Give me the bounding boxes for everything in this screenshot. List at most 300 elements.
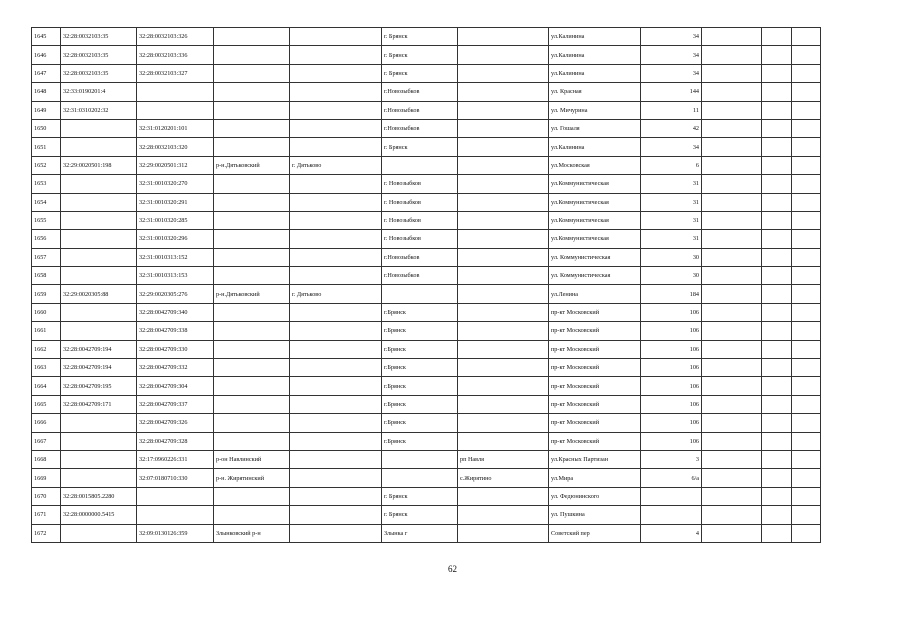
cell-district: р-н. Жирятинский: [214, 469, 290, 487]
cell-extra-2: [762, 359, 792, 377]
cell-city: г.Брянск: [382, 377, 458, 395]
cell-extra-2: [762, 267, 792, 285]
cell-extra-3: [792, 193, 821, 211]
cell-city: г.Новозыбков: [382, 248, 458, 266]
cell-cadastral-number: 32:28:0032103:35: [61, 64, 137, 82]
cell-settlement-2: [458, 193, 549, 211]
cell-district: [214, 28, 290, 46]
cell-district: [214, 248, 290, 266]
cell-extra-2: [762, 211, 792, 229]
cell-district: [214, 322, 290, 340]
cell-object-cadastral-number: 32:17:0960226:331: [137, 450, 214, 468]
cell-district: [214, 506, 290, 524]
cell-extra-1: [702, 193, 762, 211]
cell-extra-3: [792, 46, 821, 64]
table-row: [32, 28, 821, 46]
cell-settlement-1: [290, 248, 382, 266]
cell-settlement-1: [290, 193, 382, 211]
cell-district: [214, 340, 290, 358]
cell-object-cadastral-number: 32:07:0180710:330: [137, 469, 214, 487]
cell-extra-3: [792, 156, 821, 174]
cell-cadastral-number: 32:28:0042709:194: [61, 340, 137, 358]
cell-street: ул.Калинина: [549, 138, 641, 156]
page-number: 62: [448, 564, 457, 574]
cell-cadastral-number: [61, 432, 137, 450]
cell-settlement-1: г. Дятьково: [290, 156, 382, 174]
cell-city: [382, 469, 458, 487]
cell-street: ул. Мичурина: [549, 101, 641, 119]
cell-row-number: 1646: [32, 46, 61, 64]
cell-extra-3: [792, 175, 821, 193]
cell-settlement-2: с.Жирятино: [458, 469, 549, 487]
cell-district: р-он Навлинский: [214, 450, 290, 468]
cell-row-number: 1662: [32, 340, 61, 358]
cell-object-cadastral-number: 32:31:0010313:152: [137, 248, 214, 266]
cell-city: г.Брянск: [382, 414, 458, 432]
cell-cadastral-number: 32:28:0042709:195: [61, 377, 137, 395]
cell-extra-3: [792, 230, 821, 248]
cell-city: г. Новозыбков: [382, 175, 458, 193]
cell-row-number: 1657: [32, 248, 61, 266]
cell-city: г.Новозыбков: [382, 119, 458, 137]
cell-extra-1: [702, 175, 762, 193]
cell-row-number: 1669: [32, 469, 61, 487]
cell-street: ул.Коммунистическая: [549, 175, 641, 193]
cell-house-number: 184: [641, 285, 702, 303]
cell-city: г. Брянск: [382, 28, 458, 46]
cell-row-number: 1666: [32, 414, 61, 432]
cell-settlement-2: [458, 211, 549, 229]
cell-extra-1: [702, 359, 762, 377]
cell-district: [214, 46, 290, 64]
cell-extra-1: [702, 248, 762, 266]
cell-row-number: 1663: [32, 359, 61, 377]
cell-extra-2: [762, 64, 792, 82]
cell-settlement-2: [458, 303, 549, 321]
cell-street: ул.Калинина: [549, 28, 641, 46]
cell-row-number: 1671: [32, 506, 61, 524]
cell-extra-2: [762, 248, 792, 266]
cell-row-number: 1660: [32, 303, 61, 321]
cell-extra-2: [762, 285, 792, 303]
cell-house-number: 6: [641, 156, 702, 174]
cell-object-cadastral-number: 32:28:0042709:338: [137, 322, 214, 340]
cell-extra-3: [792, 211, 821, 229]
cell-house-number: 144: [641, 83, 702, 101]
cell-district: р-н.Дятьковский: [214, 156, 290, 174]
cell-cadastral-number: [61, 193, 137, 211]
cell-object-cadastral-number: 32:28:0032103:320: [137, 138, 214, 156]
cell-district: [214, 414, 290, 432]
cell-cadastral-number: [61, 469, 137, 487]
cell-settlement-2: [458, 377, 549, 395]
cell-object-cadastral-number: 32:31:0120201:101: [137, 119, 214, 137]
cell-extra-2: [762, 230, 792, 248]
table-row: [32, 101, 821, 119]
cell-city: г. Новозыбков: [382, 193, 458, 211]
cell-street: пр-кт Московский: [549, 322, 641, 340]
cell-street: пр-кт Московский: [549, 395, 641, 413]
cell-district: [214, 487, 290, 505]
cell-settlement-1: [290, 138, 382, 156]
table-row: [32, 64, 821, 82]
cell-object-cadastral-number: 32:28:0032103:326: [137, 28, 214, 46]
cell-street: ул. Коммунистическая: [549, 267, 641, 285]
cell-cadastral-number: [61, 248, 137, 266]
cell-object-cadastral-number: 32:29:0020501:312: [137, 156, 214, 174]
cell-city: [382, 450, 458, 468]
cell-house-number: 3: [641, 450, 702, 468]
cell-settlement-2: [458, 267, 549, 285]
cell-district: [214, 83, 290, 101]
cell-extra-1: [702, 377, 762, 395]
cell-extra-1: [702, 28, 762, 46]
table-row: [32, 414, 821, 432]
cell-city: г.Брянск: [382, 432, 458, 450]
cell-extra-1: [702, 524, 762, 542]
cell-extra-1: [702, 414, 762, 432]
cell-extra-2: [762, 340, 792, 358]
cell-extra-2: [762, 414, 792, 432]
cell-settlement-2: [458, 524, 549, 542]
cell-row-number: 1665: [32, 395, 61, 413]
cell-street: ул.Красных Партизан: [549, 450, 641, 468]
cell-row-number: 1647: [32, 64, 61, 82]
cell-row-number: 1667: [32, 432, 61, 450]
cell-extra-2: [762, 524, 792, 542]
cell-street: ул.Московская: [549, 156, 641, 174]
cell-house-number: 30: [641, 267, 702, 285]
cell-row-number: 1652: [32, 156, 61, 174]
cell-row-number: 1649: [32, 101, 61, 119]
cell-house-number: 34: [641, 28, 702, 46]
cell-object-cadastral-number: 32:31:0010313:153: [137, 267, 214, 285]
table-row: [32, 138, 821, 156]
cell-settlement-1: [290, 211, 382, 229]
cell-extra-2: [762, 303, 792, 321]
table-row: [32, 230, 821, 248]
cell-extra-1: [702, 156, 762, 174]
cell-object-cadastral-number: 32:28:0042709:340: [137, 303, 214, 321]
cell-object-cadastral-number: 32:29:0020305:276: [137, 285, 214, 303]
table-row: [32, 211, 821, 229]
cell-settlement-1: [290, 175, 382, 193]
cell-settlement-1: [290, 46, 382, 64]
table-row: [32, 487, 821, 505]
cell-house-number: 106: [641, 359, 702, 377]
cell-extra-1: [702, 138, 762, 156]
table-row: [32, 359, 821, 377]
table-body: [32, 28, 821, 543]
cell-extra-3: [792, 119, 821, 137]
cell-house-number: 31: [641, 193, 702, 211]
table-row: [32, 46, 821, 64]
cell-city: г. Новозыбков: [382, 230, 458, 248]
cell-street: пр-кт Московский: [549, 432, 641, 450]
cell-extra-3: [792, 138, 821, 156]
cell-object-cadastral-number: 32:28:0042709:304: [137, 377, 214, 395]
cell-district: [214, 359, 290, 377]
cell-extra-3: [792, 377, 821, 395]
cell-settlement-2: рп Навля: [458, 450, 549, 468]
cell-extra-2: [762, 450, 792, 468]
cell-cadastral-number: [61, 303, 137, 321]
cell-settlement-1: [290, 340, 382, 358]
cell-extra-1: [702, 469, 762, 487]
cell-extra-2: [762, 46, 792, 64]
cell-street: ул.Коммунистическая: [549, 193, 641, 211]
cell-cadastral-number: [61, 322, 137, 340]
cell-street: ул.Коммунистическая: [549, 211, 641, 229]
cell-city: г.Брянск: [382, 340, 458, 358]
cell-settlement-1: [290, 83, 382, 101]
cell-extra-3: [792, 64, 821, 82]
cell-cadastral-number: 32:28:0032103:35: [61, 46, 137, 64]
cell-city: г.Брянск: [382, 303, 458, 321]
cell-extra-2: [762, 119, 792, 137]
table-row: [32, 469, 821, 487]
cell-extra-1: [702, 432, 762, 450]
cell-settlement-1: [290, 28, 382, 46]
cell-extra-3: [792, 524, 821, 542]
cell-settlement-1: [290, 359, 382, 377]
cell-cadastral-number: [61, 175, 137, 193]
cell-cadastral-number: [61, 524, 137, 542]
table-row: [32, 248, 821, 266]
cell-street: ул.Мира: [549, 469, 641, 487]
cell-settlement-1: [290, 267, 382, 285]
cell-row-number: 1659: [32, 285, 61, 303]
cell-extra-2: [762, 138, 792, 156]
cell-house-number: 6/a: [641, 469, 702, 487]
table-row: [32, 377, 821, 395]
cell-house-number: 106: [641, 322, 702, 340]
cell-cadastral-number: 32:29:0020501:198: [61, 156, 137, 174]
cell-object-cadastral-number: [137, 506, 214, 524]
cell-extra-1: [702, 46, 762, 64]
cell-object-cadastral-number: 32:28:0032103:336: [137, 46, 214, 64]
cell-settlement-1: [290, 64, 382, 82]
table-row: [32, 119, 821, 137]
cell-street: ул. Федюнинского: [549, 487, 641, 505]
cell-house-number: [641, 487, 702, 505]
table-row: [32, 524, 821, 542]
cell-house-number: 30: [641, 248, 702, 266]
cell-settlement-2: [458, 138, 549, 156]
cell-extra-3: [792, 450, 821, 468]
cell-street: пр-кт Московский: [549, 377, 641, 395]
cell-extra-2: [762, 101, 792, 119]
cell-extra-1: [702, 230, 762, 248]
cell-extra-2: [762, 156, 792, 174]
cell-district: [214, 395, 290, 413]
table-row: [32, 450, 821, 468]
cell-city: Злынка г: [382, 524, 458, 542]
cell-cadastral-number: [61, 138, 137, 156]
table-row: [32, 285, 821, 303]
cell-extra-3: [792, 506, 821, 524]
cell-settlement-2: [458, 156, 549, 174]
table-row: [32, 340, 821, 358]
cell-row-number: 1664: [32, 377, 61, 395]
cell-settlement-2: [458, 248, 549, 266]
cell-cadastral-number: [61, 267, 137, 285]
cell-district: [214, 175, 290, 193]
cell-row-number: 1648: [32, 83, 61, 101]
cell-settlement-2: [458, 83, 549, 101]
cell-object-cadastral-number: 32:28:0042709:330: [137, 340, 214, 358]
cell-house-number: 34: [641, 46, 702, 64]
cell-row-number: 1654: [32, 193, 61, 211]
cell-extra-2: [762, 175, 792, 193]
cell-extra-1: [702, 322, 762, 340]
cell-settlement-1: [290, 303, 382, 321]
table-row: [32, 432, 821, 450]
cell-extra-3: [792, 414, 821, 432]
cell-row-number: 1645: [32, 28, 61, 46]
cell-object-cadastral-number: 32:28:0042709:326: [137, 414, 214, 432]
cell-city: г. Брянск: [382, 46, 458, 64]
cell-row-number: 1653: [32, 175, 61, 193]
cell-extra-2: [762, 322, 792, 340]
cell-street: ул. Пушкина: [549, 506, 641, 524]
cell-extra-3: [792, 432, 821, 450]
cell-row-number: 1672: [32, 524, 61, 542]
cell-house-number: 11: [641, 101, 702, 119]
cell-district: [214, 211, 290, 229]
cell-city: г. Брянск: [382, 64, 458, 82]
cell-district: [214, 230, 290, 248]
cell-extra-3: [792, 303, 821, 321]
cell-house-number: 106: [641, 414, 702, 432]
cell-row-number: 1655: [32, 211, 61, 229]
cell-settlement-1: [290, 377, 382, 395]
cell-street: Советский пер: [549, 524, 641, 542]
cell-extra-1: [702, 303, 762, 321]
cell-row-number: 1658: [32, 267, 61, 285]
cell-district: [214, 267, 290, 285]
cell-extra-1: [702, 340, 762, 358]
cell-extra-1: [702, 211, 762, 229]
cell-settlement-1: [290, 432, 382, 450]
cell-extra-1: [702, 64, 762, 82]
cell-cadastral-number: 32:33:0190201:4: [61, 83, 137, 101]
cell-object-cadastral-number: 32:28:0042709:328: [137, 432, 214, 450]
cell-object-cadastral-number: 32:28:0042709:337: [137, 395, 214, 413]
table-row: [32, 322, 821, 340]
cell-cadastral-number: [61, 230, 137, 248]
cell-settlement-2: [458, 230, 549, 248]
cell-street: пр-кт Московский: [549, 340, 641, 358]
cell-city: г. Брянск: [382, 506, 458, 524]
cell-extra-2: [762, 487, 792, 505]
cell-settlement-2: [458, 119, 549, 137]
cell-extra-3: [792, 267, 821, 285]
cell-district: [214, 432, 290, 450]
cell-city: г.Новозыбков: [382, 83, 458, 101]
cell-cadastral-number: 32:28:0042709:194: [61, 359, 137, 377]
cell-cadastral-number: [61, 450, 137, 468]
cell-extra-3: [792, 322, 821, 340]
cell-street: ул.Коммунистическая: [549, 230, 641, 248]
cell-settlement-1: [290, 101, 382, 119]
cell-house-number: 106: [641, 395, 702, 413]
cell-row-number: 1670: [32, 487, 61, 505]
cell-cadastral-number: 32:29:0020305:88: [61, 285, 137, 303]
cell-settlement-2: [458, 322, 549, 340]
cell-settlement-1: [290, 450, 382, 468]
cell-extra-3: [792, 487, 821, 505]
table-row: [32, 395, 821, 413]
cell-row-number: 1650: [32, 119, 61, 137]
cell-extra-3: [792, 395, 821, 413]
cell-house-number: 106: [641, 340, 702, 358]
cell-object-cadastral-number: 32:31:0010320:296: [137, 230, 214, 248]
cell-street: ул. Коммунистическая: [549, 248, 641, 266]
cell-extra-1: [702, 285, 762, 303]
cell-cadastral-number: [61, 211, 137, 229]
cell-city: г.Брянск: [382, 322, 458, 340]
cell-settlement-2: [458, 28, 549, 46]
table-row: [32, 83, 821, 101]
table-row: [32, 156, 821, 174]
cell-cadastral-number: 32:31:0310202:32: [61, 101, 137, 119]
cell-district: [214, 101, 290, 119]
cell-street: ул.Калинина: [549, 64, 641, 82]
cell-house-number: 34: [641, 64, 702, 82]
cell-object-cadastral-number: [137, 101, 214, 119]
cell-house-number: 42: [641, 119, 702, 137]
cell-street: ул. Красная: [549, 83, 641, 101]
cell-settlement-1: [290, 524, 382, 542]
cell-object-cadastral-number: 32:31:0010320:291: [137, 193, 214, 211]
cell-cadastral-number: 32:28:0042709:171: [61, 395, 137, 413]
cell-settlement-2: [458, 359, 549, 377]
cell-district: [214, 377, 290, 395]
cell-city: г.Брянск: [382, 359, 458, 377]
cell-street: пр-кт Московский: [549, 414, 641, 432]
cell-settlement-2: [458, 395, 549, 413]
cell-extra-3: [792, 248, 821, 266]
cell-extra-2: [762, 28, 792, 46]
cell-cadastral-number: [61, 414, 137, 432]
cell-city: г.Новозыбков: [382, 101, 458, 119]
cell-extra-3: [792, 28, 821, 46]
cell-settlement-1: [290, 322, 382, 340]
cell-settlement-1: [290, 414, 382, 432]
cell-row-number: 1668: [32, 450, 61, 468]
cell-object-cadastral-number: 32:09:0130126:359: [137, 524, 214, 542]
cell-city: г. Брянск: [382, 138, 458, 156]
table-row: [32, 506, 821, 524]
cell-street: пр-кт Московский: [549, 359, 641, 377]
cell-settlement-1: [290, 230, 382, 248]
cell-cadastral-number: 32:28:0000000.5415: [61, 506, 137, 524]
cell-house-number: 31: [641, 211, 702, 229]
cell-city: г.Брянск: [382, 395, 458, 413]
cell-extra-2: [762, 469, 792, 487]
cell-extra-3: [792, 285, 821, 303]
cell-house-number: 34: [641, 138, 702, 156]
cell-extra-1: [702, 487, 762, 505]
cell-settlement-2: [458, 506, 549, 524]
cell-extra-1: [702, 101, 762, 119]
cell-settlement-1: [290, 469, 382, 487]
cell-street: ул.Калинина: [549, 46, 641, 64]
cell-street: ул.Ленина: [549, 285, 641, 303]
cell-extra-3: [792, 101, 821, 119]
cell-extra-2: [762, 83, 792, 101]
